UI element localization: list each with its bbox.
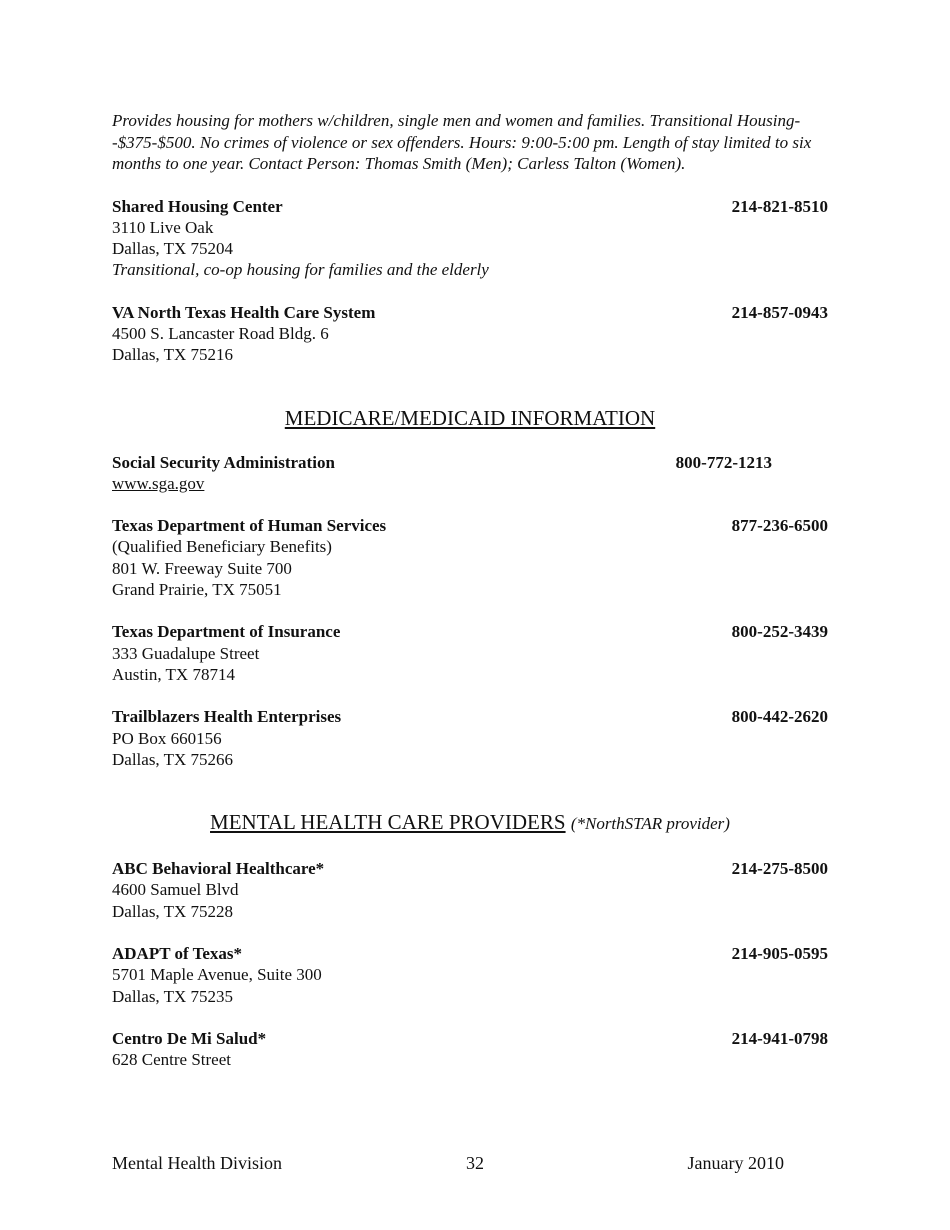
listing-name: ADAPT of Texas* xyxy=(112,944,243,964)
address-line: PO Box 660156 xyxy=(112,728,222,748)
page-content xyxy=(112,110,828,1071)
address-line: Austin, TX 78714 xyxy=(112,664,235,684)
page-number: 32 xyxy=(466,1153,484,1173)
section-title: MEDICARE/MEDICAID INFORMATION xyxy=(284,405,656,430)
address-line: Dallas, TX 75216 xyxy=(112,345,234,365)
section-title: MENTAL HEALTH CARE PROVIDERS xyxy=(210,810,566,835)
listing-phone: 214-275-8500 xyxy=(731,859,828,879)
address-line: 333 Guadalupe Street xyxy=(112,643,260,663)
listing-phone: 800-252-3439 xyxy=(731,622,828,642)
listing-shared-housing-center xyxy=(112,196,828,281)
page-footer xyxy=(112,1152,784,1176)
listing-phone: 800-772-1213 xyxy=(675,452,772,472)
address-line: Dallas, TX 75235 xyxy=(112,986,234,1006)
listing-phone: 877-236-6500 xyxy=(731,516,828,536)
listing-name: Shared Housing Center xyxy=(112,196,283,216)
listing-name: VA North Texas Health Care System xyxy=(112,302,376,322)
listing-social-security xyxy=(112,452,828,495)
listing-name: Centro De Mi Salud* xyxy=(112,1028,267,1048)
listing-phone: 214-821-8510 xyxy=(731,196,828,216)
address-line: Dallas, TX 75228 xyxy=(112,901,234,921)
listing-name: ABC Behavioral Healthcare* xyxy=(112,859,325,879)
listing-phone: 214-905-0595 xyxy=(731,944,828,964)
address-line: Dallas, TX 75266 xyxy=(112,749,234,769)
listing-phone: 214-941-0798 xyxy=(731,1028,828,1048)
address-line: Dallas, TX 75204 xyxy=(112,239,234,259)
listing-centro-de-mi-salud xyxy=(112,1028,828,1071)
listing-note: Transitional, co-op housing for families and the elderly xyxy=(112,260,489,280)
address-line: 3110 Live Oak xyxy=(112,217,214,237)
listing-texas-dhs xyxy=(112,515,828,600)
listing-abc-behavioral xyxy=(112,858,828,922)
address-line: (Qualified Beneficiary Benefits) xyxy=(112,537,332,557)
address-line: Grand Prairie, TX 75051 xyxy=(112,580,282,600)
listing-phone: 800-442-2620 xyxy=(731,707,828,727)
address-line: 801 W. Freeway Suite 700 xyxy=(112,558,292,578)
intro-paragraph: Provides housing for mothers w/children, single men and women and families. Transitional Housing--$375-$500. No crimes of violence or sex offenders. Hours: 9:00-5:00 pm. Length of stay limited to six months to one year. Contact Person: Thomas Smith (Men); Carless Talton (Women). xyxy=(112,111,812,173)
section-heading-mental-health xyxy=(112,809,828,837)
listing-texas-insurance xyxy=(112,621,828,685)
listing-va-north-texas xyxy=(112,302,828,366)
website-link[interactable]: www.sga.gov xyxy=(112,473,205,493)
listing-name: Trailblazers Health Enterprises xyxy=(112,707,342,727)
address-line: 4600 Samuel Blvd xyxy=(112,880,239,900)
footer-division: Mental Health Division xyxy=(112,1153,282,1173)
address-line: 5701 Maple Avenue, Suite 300 xyxy=(112,965,322,985)
section-heading-medicare xyxy=(112,405,828,431)
listing-name: Texas Department of Insurance xyxy=(112,622,341,642)
listing-name: Social Security Administration xyxy=(112,452,335,472)
listing-trailblazers xyxy=(112,706,828,770)
address-line: 628 Centre Street xyxy=(112,1050,231,1070)
footer-date: January 2010 xyxy=(687,1153,784,1173)
listing-phone: 214-857-0943 xyxy=(731,302,828,322)
section-note: (*NorthSTAR provider) xyxy=(570,814,730,834)
listing-adapt-of-texas xyxy=(112,943,828,1007)
listing-name: Texas Department of Human Services xyxy=(112,516,387,536)
address-line: 4500 S. Lancaster Road Bldg. 6 xyxy=(112,323,329,343)
